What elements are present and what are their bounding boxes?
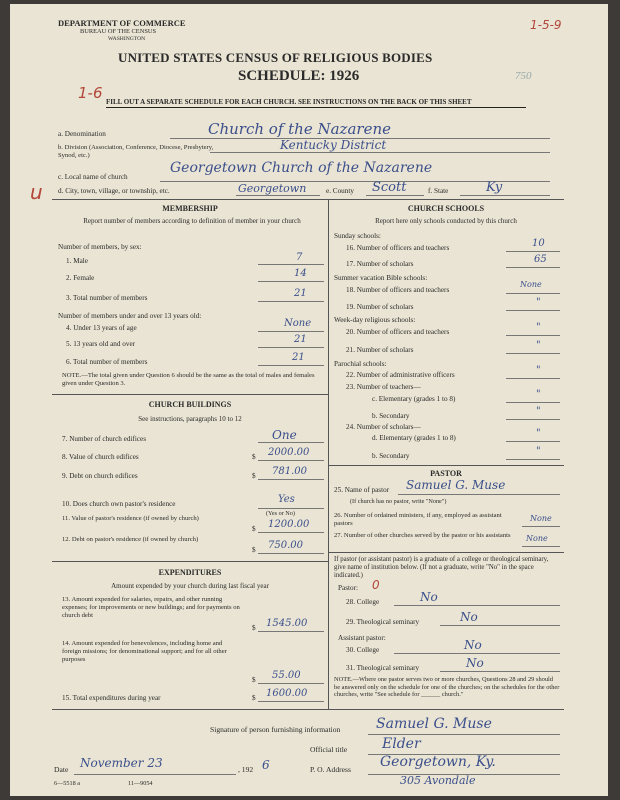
q1-label: 1. Male xyxy=(66,257,88,265)
q14-label: 14. Amount expended for benevolences, including home and foreign missions; for denominational support; and for all other purposes xyxy=(62,640,227,663)
q29-label: 29. Theological seminary xyxy=(346,618,420,626)
expenditures-intro: Amount expended by your church during last fiscal year xyxy=(111,582,269,590)
schools-title: CHURCH SCHOOLS xyxy=(407,204,485,213)
pastor-note: NOTE.—Where one pastor serves two or more churches, Questions 28 and 29 should be answered only on the schedule for one of the churches; on the schedules for the other churches, write "See schedule for ______ church." xyxy=(334,676,560,698)
q23b-label: b. Secondary xyxy=(372,412,410,420)
q12-dollar: $ xyxy=(252,546,256,554)
q2-value: 14 xyxy=(294,268,307,279)
q31-value: No xyxy=(466,656,484,670)
q30-label: 30. College xyxy=(346,646,380,654)
schools-intro: Report here only schools conducted by this church xyxy=(375,217,517,225)
assistant-label: Assistant pastor: xyxy=(338,634,386,642)
q24-label: 24. Number of scholars— xyxy=(346,423,421,431)
q9-dollar: $ xyxy=(252,472,256,480)
q18-value: None xyxy=(520,280,542,289)
bureau-label: BUREAU OF THE CENSUS xyxy=(80,28,157,35)
q18-label: 18. Number of officers and teachers xyxy=(346,286,450,294)
q31-label: 31. Theological seminary xyxy=(346,664,420,672)
date-value: November 23 xyxy=(80,756,163,770)
mark-u: u xyxy=(30,180,43,204)
q24d-label: d. Elementary (grades 1 to 8) xyxy=(372,434,456,442)
po-address-label: P. O. Address xyxy=(310,765,351,774)
print-number: 11—9054 xyxy=(128,780,153,787)
year-value: 6 xyxy=(262,758,270,772)
q19-value: " xyxy=(536,297,541,308)
q24b-value: " xyxy=(536,446,541,457)
q17-value: 65 xyxy=(534,254,547,265)
official-title-label: Official title xyxy=(310,745,348,754)
q5-label: 5. 13 years old and over xyxy=(66,340,136,348)
q10-value: Yes xyxy=(278,494,295,505)
q10-label: 10. Does church own pastor's residence xyxy=(62,500,176,508)
instruction-line: FILL OUT A SEPARATE SCHEDULE FOR EACH CHURCH. SEE INSTRUCTIONS ON THE BACK OF THIS SHEET xyxy=(106,98,472,106)
county-value: Scott xyxy=(372,180,407,195)
year-prefix: , 192 xyxy=(238,765,254,774)
street-value: 305 Avondale xyxy=(400,774,476,787)
membership-title: MEMBERSHIP xyxy=(162,204,218,213)
census-schedule-page xyxy=(10,4,608,796)
q26-value: None xyxy=(530,514,552,523)
buildings-bottom-line xyxy=(52,561,328,562)
age-head-label: Number of members under and over 13 years old: xyxy=(58,312,202,320)
q11-value: 1200.00 xyxy=(268,519,310,530)
form-number: 6—5518 a xyxy=(54,780,80,787)
q9-value: 781.00 xyxy=(272,466,307,477)
grid-bottom-line xyxy=(52,709,564,710)
city-label-field: d. City, town, village, or township, etc. xyxy=(58,187,170,195)
code-top-right: 1-5-9 xyxy=(530,18,562,32)
q24d-value: " xyxy=(536,428,541,439)
q25-label: 25. Name of pastor xyxy=(334,486,390,494)
buildings-title: CHURCH BUILDINGS xyxy=(148,400,232,409)
q27-label: 27. Number of other churches served by the pastor or his assistants xyxy=(334,532,511,539)
q17-label: 17. Number of scholars xyxy=(346,260,414,268)
q3-label: 3. Total number of members xyxy=(66,294,148,302)
q15-value: 1600.00 xyxy=(266,688,308,699)
date-label: Date xyxy=(54,765,69,774)
q23-label: 23. Number of teachers— xyxy=(346,383,421,391)
q12-label: 12. Debt on pastor's residence (if owned by church) xyxy=(62,536,199,543)
q2-label: 2. Female xyxy=(66,274,95,282)
signature-label: Signature of person furnishing information xyxy=(210,725,341,734)
q7-label: 7. Number of church edifices xyxy=(62,435,147,443)
q4-value: None xyxy=(284,318,312,329)
q25-value: Samuel G. Muse xyxy=(406,478,506,492)
q15-label: 15. Total expenditures during year xyxy=(62,694,161,702)
q5-value: 21 xyxy=(294,334,307,345)
q3-value: 21 xyxy=(294,288,307,299)
state-value: Ky xyxy=(486,180,503,195)
denomination-value: Church of the Nazarene xyxy=(208,120,391,138)
q8-value: 2000.00 xyxy=(268,447,310,458)
weekday-label: Week-day religious schools: xyxy=(334,316,416,324)
membership-note: NOTE.—The total given under Question 6 should be the same as the total of males and females given under Question 3. xyxy=(62,372,315,387)
q14-dollar: $ xyxy=(252,676,256,684)
department-label: DEPARTMENT OF COMMERCE xyxy=(58,18,186,28)
q23b-value: " xyxy=(536,406,541,417)
q27-value: None xyxy=(526,534,548,543)
by-sex-label: Number of members, by sex: xyxy=(58,243,142,251)
header-underline xyxy=(106,107,526,108)
q22-value: " xyxy=(536,365,541,376)
q13-dollar: $ xyxy=(252,624,256,632)
pastor-mark: 0 xyxy=(372,578,380,592)
q11-label: 11. Value of pastor's residence (if owned by church) xyxy=(62,515,199,522)
q16-label: 16. Number of officers and teachers xyxy=(346,244,450,252)
grad-note: If pastor (or assistant pastor) is a graduate of a college or theological seminary, give name of institution below. (If not a graduate, write "No" in the space indicated.) xyxy=(334,556,549,579)
q24b-label: b. Secondary xyxy=(372,452,410,460)
pastor-mid-line xyxy=(328,552,564,553)
q15-dollar: $ xyxy=(252,694,256,702)
q21-label: 21. Number of scholars xyxy=(346,346,414,354)
q20-value: " xyxy=(536,322,541,333)
q6-label: 6. Total number of members xyxy=(66,358,148,366)
division-value: Kentucky District xyxy=(280,138,387,152)
q28-value: No xyxy=(420,590,438,604)
city-label: WASHINGTON xyxy=(108,36,146,42)
q29-value: No xyxy=(460,610,478,624)
q25-hint: (If church has no pastor, write "None") xyxy=(350,498,447,505)
q4-label: 4. Under 13 years of age xyxy=(66,324,137,332)
division-label: b. Division (Association, Conference, Diocese, Presbytery, Synod, etc.) xyxy=(58,144,214,159)
schools-bottom-line xyxy=(328,465,564,466)
q26-label: 26. Number of ordained ministers, if any, employed as assistant pastors xyxy=(334,512,502,527)
q11-dollar: $ xyxy=(252,525,256,533)
q13-label: 13. Amount expended for salaries, repairs, and other running expenses; for improvements or new buildings; and for payments on church debt xyxy=(62,596,240,619)
parochial-label: Parochial schools: xyxy=(334,360,387,368)
q8-label: 8. Value of church edifices xyxy=(62,453,139,461)
q20-label: 20. Number of officers and teachers xyxy=(346,328,450,336)
q28-label: 28. College xyxy=(346,598,380,606)
q12-value: 750.00 xyxy=(268,540,303,551)
grid-top-line xyxy=(52,199,564,200)
city-value: Georgetown xyxy=(238,182,307,195)
membership-bottom-line xyxy=(52,394,328,395)
membership-intro: Report number of members according to definition of member in your church xyxy=(83,217,301,225)
code-left: 1-6 xyxy=(78,84,103,102)
q21-value: " xyxy=(536,340,541,351)
form-title: UNITED STATES CENSUS OF RELIGIOUS BODIES xyxy=(118,50,433,65)
buildings-intro: See instructions, paragraphs 10 to 12 xyxy=(138,415,242,423)
q14-value: 55.00 xyxy=(272,670,301,681)
expenditures-title: EXPENDITURES xyxy=(158,568,222,577)
sunday-label: Sunday schools: xyxy=(334,232,381,240)
q19-label: 19. Number of scholars xyxy=(346,303,414,311)
state-label: f. State xyxy=(428,187,449,195)
q9-label: 9. Debt on church edifices xyxy=(62,472,138,480)
code-mid-right: 750 xyxy=(515,70,532,82)
schedule-title: SCHEDULE: 1926 xyxy=(238,68,360,84)
q8-dollar: $ xyxy=(252,453,256,461)
county-label: e. County xyxy=(326,187,354,195)
signature-value: Samuel G. Muse xyxy=(376,716,492,732)
pastor-title: PASTOR xyxy=(430,469,462,478)
grid-center-line xyxy=(328,199,329,709)
official-title-value: Elder xyxy=(382,736,421,752)
local-name-value: Georgetown Church of the Nazarene xyxy=(170,160,433,176)
q13-value: 1545.00 xyxy=(266,618,308,629)
po-address-value: Georgetown, Ky. xyxy=(380,754,496,770)
q23c-value: " xyxy=(536,389,541,400)
q6-value: 21 xyxy=(292,352,305,363)
denomination-label: a. Denomination xyxy=(58,130,106,138)
q22-label: 22. Number of administrative officers xyxy=(346,371,455,379)
q10-hint: (Yes or No) xyxy=(266,510,295,517)
summer-label: Summer vacation Bible schools: xyxy=(334,274,428,282)
pastor-label: Pastor: xyxy=(338,584,358,592)
q1-value: 7 xyxy=(296,252,303,263)
q7-value: One xyxy=(272,428,297,442)
q23c-label: c. Elementary (grades 1 to 8) xyxy=(372,395,456,403)
local-name-label: c. Local name of church xyxy=(58,173,128,181)
q30-value: No xyxy=(464,638,482,652)
q16-value: 10 xyxy=(532,238,545,249)
